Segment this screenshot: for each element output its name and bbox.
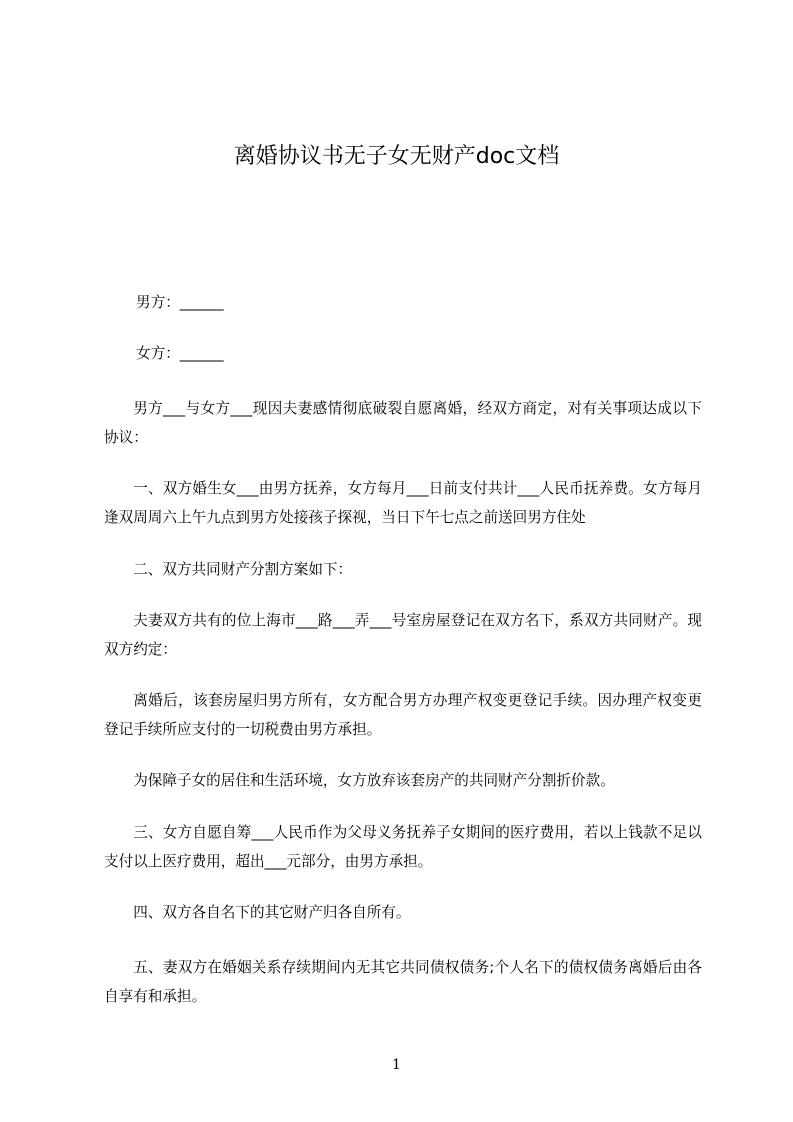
document-title: 离婚协议书无子女无财产doc文档 — [233, 144, 560, 169]
clause-2-heading: 二、双方共同财产分割方案如下： — [133, 561, 353, 578]
clause-1-paragraph: 一、双方婚生女___由男方抚养，女方每月___日前支付共计___人民币抚养费。女方每月逢双周周六上午九点到男方处接孩子探视，当日下午七点之前送回男方住处 — [104, 480, 702, 526]
waiver-paragraph: 为保障子女的居住和生活环境，女方放弃该套房产的共同财产分割折价款。 — [133, 772, 615, 789]
female-party-field: 女方：______ — [136, 345, 224, 362]
house-ownership-paragraph: 离婚后，该套房屋归男方所有，女方配合男方办理产权变更登记手续。因办理产权变更登记手续所应支付的一切税费由男方承担。 — [104, 692, 702, 738]
clause-3-paragraph: 三、女方自愿自筹___人民币作为父母义务抚养子女期间的医疗费用，若以上钱款不足以支付以上医疗费用，超出___元部分，由男方承担。 — [104, 824, 702, 870]
clause-5-paragraph: 五、妻双方在婚姻关系存续期间内无其它共同债权债务;个人名下的债权债务离婚后由各自享有和承担。 — [104, 959, 702, 1005]
male-party-field: 男方：______ — [136, 294, 224, 311]
clause-4-paragraph: 四、双方各自名下的其它财产归各自所有。 — [133, 904, 411, 921]
property-paragraph: 夫妻双方共有的位上海市___路___弄___号室房屋登记在双方名下，系双方共同财产。现双方约定： — [104, 612, 702, 658]
intro-paragraph: 男方___与女方___现因夫妻感情彻底破裂自愿离婚，经双方商定，对有关事项达成以下协议： — [104, 400, 702, 446]
page-number: 1 — [392, 1057, 401, 1073]
